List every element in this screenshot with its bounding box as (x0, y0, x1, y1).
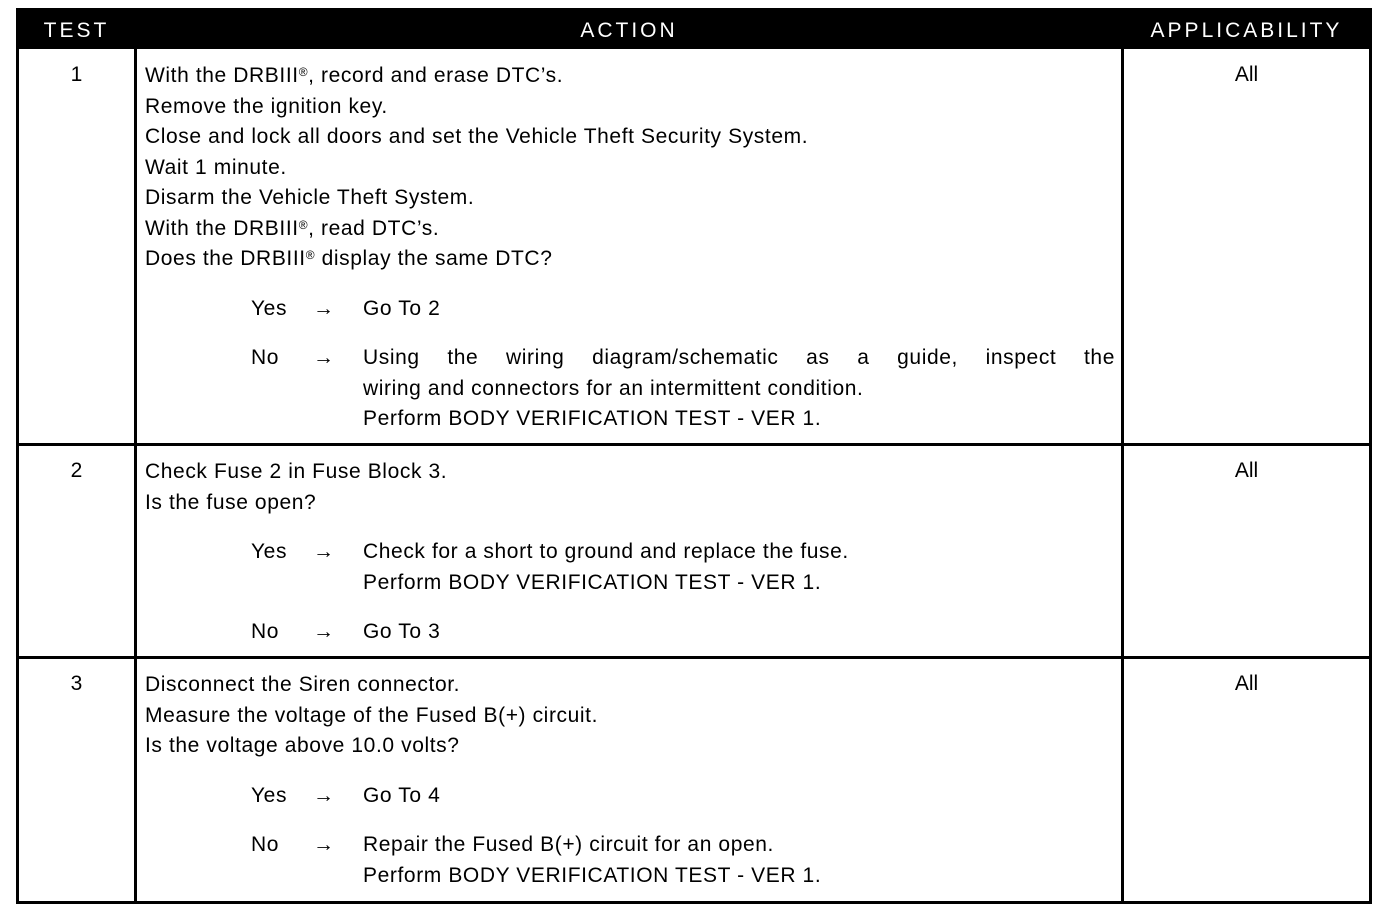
applicability-value: All (1234, 63, 1259, 86)
action-step: Does the DRBIII® display the same DTC? (145, 247, 553, 270)
option-text: Perform BODY VERIFICATION TEST - VER 1. (363, 863, 822, 887)
applicability-value: All (1234, 672, 1259, 695)
action-cell (145, 61, 1115, 435)
option-text: wiring and connectors for an intermittent condition. (363, 376, 864, 400)
action-step: Check Fuse 2 in Fuse Block 3. (145, 460, 448, 483)
action-cell (145, 457, 1115, 648)
result-option-no (145, 617, 1115, 648)
header-test: TEST (43, 19, 110, 42)
result-option-no (145, 343, 1115, 435)
action-step: Disconnect the Siren connector. (145, 673, 461, 696)
option-text: Perform BODY VERIFICATION TEST - VER 1. (363, 407, 822, 430)
header-action: ACTION (580, 19, 678, 42)
option-text: Check for a short to ground and replace the fuse. (363, 540, 849, 563)
action-step: Wait 1 minute. (145, 155, 287, 179)
column-divider (1121, 11, 1124, 901)
option-text: Perform BODY VERIFICATION TEST - VER 1. (363, 570, 822, 594)
arrow-right-icon: → (313, 346, 335, 369)
result-option-yes (145, 537, 1115, 598)
result-option-no (145, 830, 1115, 891)
action-step: Is the fuse open? (145, 490, 317, 514)
column-divider (134, 11, 137, 901)
table-header (19, 11, 1369, 49)
option-text: Using the wiring diagram/schematic as a guide, inspect the (363, 346, 1115, 369)
option-text: Go To 3 (363, 620, 441, 643)
action-step: Measure the voltage of the Fused B(+) circuit. (145, 703, 599, 727)
option-label: Yes (251, 296, 288, 320)
arrow-right-icon: → (313, 540, 335, 563)
registered-mark: ® (298, 217, 309, 232)
option-text: Go To 2 (363, 296, 441, 320)
arrow-right-icon: → (313, 833, 335, 856)
action-cell (145, 670, 1115, 891)
arrow-right-icon: → (313, 620, 335, 643)
arrow-right-icon: → (313, 296, 335, 320)
test-number: 2 (70, 459, 83, 482)
row-divider (19, 443, 1369, 446)
action-step: Disarm the Vehicle Theft System. (145, 186, 475, 209)
option-label: Yes (251, 540, 288, 563)
action-step: Remove the ignition key. (145, 94, 388, 118)
header-applicability: APPLICABILITY (1150, 19, 1343, 42)
option-label: No (251, 620, 280, 643)
test-number: 1 (70, 63, 83, 86)
result-option-yes (145, 294, 1115, 325)
result-option-yes (145, 781, 1115, 812)
option-text: Go To 4 (363, 783, 441, 807)
action-step: With the DRBIII®, record and erase DTC’s. (145, 64, 564, 87)
action-step: Is the voltage above 10.0 volts? (145, 734, 460, 757)
registered-mark: ® (298, 65, 309, 79)
diagnostic-table (16, 8, 1372, 904)
test-number: 3 (70, 672, 83, 695)
action-step: Close and lock all doors and set the Vehicle Theft Security System. (145, 125, 809, 148)
option-label: No (251, 346, 280, 369)
action-step: With the DRBIII®, read DTC’s. (145, 216, 440, 240)
option-label: Yes (251, 783, 288, 807)
applicability-value: All (1234, 459, 1259, 482)
arrow-right-icon: → (313, 783, 335, 807)
registered-mark: ® (305, 248, 316, 262)
row-divider (19, 656, 1369, 659)
option-label: No (251, 833, 280, 856)
option-text: Repair the Fused B(+) circuit for an open. (363, 833, 774, 856)
